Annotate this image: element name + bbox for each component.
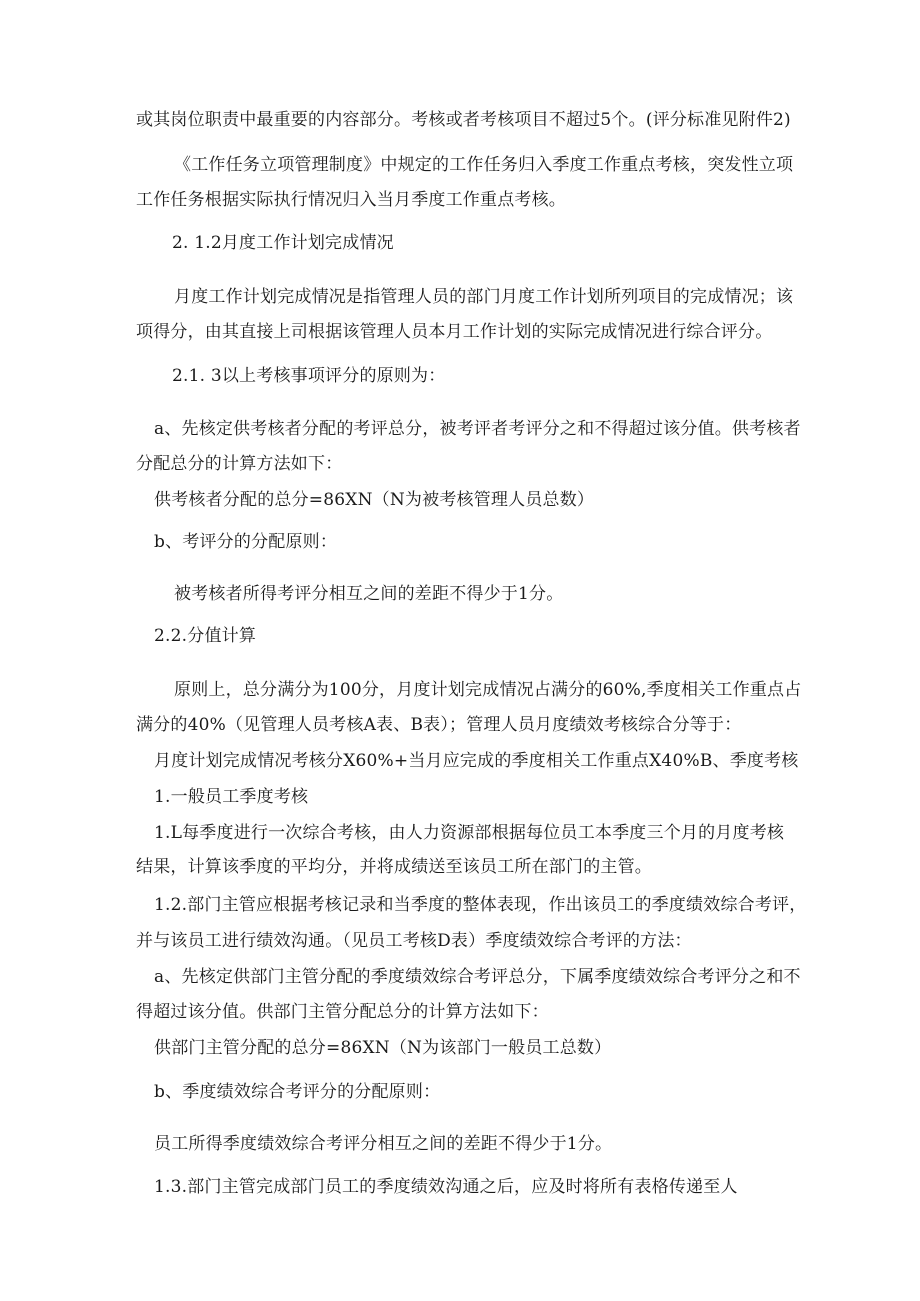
text-line: b、考评分的分配原则： — [154, 532, 338, 552]
text-line: 1.2.部门主管应根据考核记录和当季度的整体表现，作出该员工的季度绩效综合考评， — [154, 895, 807, 915]
text-line: b、季度绩效综合考评分的分配原则： — [154, 1082, 441, 1102]
text-line: 供部门主管分配的总分=86XN（N为该部门一般员工总数） — [154, 1038, 612, 1058]
text-line: 1.3.部门主管完成部门员工的季度绩效沟通之后，应及时将所有表格传递至人 — [154, 1177, 738, 1197]
text-line: 得超过该分值。供部门主管分配总分的计算方法如下： — [136, 1002, 549, 1022]
section-heading: 2. 1.2月度工作计划完成情况 — [172, 233, 394, 253]
text-line: 结果，计算该季度的平均分，并将成绩送至该员工所在部门的主管。 — [136, 857, 652, 877]
text-line: 月度计划完成情况考核分X60%+当月应完成的季度相关工作重点X40%B、季度考核 — [154, 751, 799, 771]
text-line: 并与该员工进行绩效沟通。（见员工考核D表）季度绩效综合考评的方法： — [136, 931, 692, 951]
text-line: 1.L每季度进行一次综合考核，由人力资源部根据每位员工本季度三个月的月度考核 — [154, 823, 785, 843]
text-line: 员工所得季度绩效综合考评分相互之间的差距不得少于1分。 — [154, 1134, 613, 1154]
text-line: 分配总分的计算方法如下： — [136, 454, 343, 474]
text-line: 项得分，由其直接上司根据该管理人员本月工作计划的实际完成情况进行综合评分。 — [136, 322, 773, 342]
text-line: 月度工作计划完成情况是指管理人员的部门月度工作计划所列项目的完成情况；该 — [174, 287, 794, 307]
section-heading: 1.一般员工季度考核 — [154, 787, 309, 807]
text-line: 原则上，总分满分为100分，月度计划完成情况占满分的60%,季度相关工作重点占 — [174, 680, 802, 700]
text-line: 工作任务根据实际执行情况归入当月季度工作重点考核。 — [136, 190, 566, 210]
text-line: 《工作任务立项管理制度》中规定的工作任务归入季度工作重点考核，突发性立项 — [174, 155, 794, 175]
section-heading: 2.1. 3以上考核事项评分的原则为： — [172, 366, 446, 386]
text-line: a、先核定供部门主管分配的季度绩效综合考评总分，下属季度绩效综合考评分之和不 — [154, 967, 801, 987]
text-line: 供考核者分配的总分=86XN（N为被考核管理人员总数） — [154, 490, 595, 510]
section-heading: 2.2.分值计算 — [154, 626, 257, 646]
text-line: 或其岗位职责中最重要的内容部分。考核或者考核项目不超过5个。(评分标准见附件2) — [136, 110, 791, 130]
text-line: 被考核者所得考评分相互之间的差距不得少于1分。 — [174, 584, 564, 604]
text-line: a、先核定供考核者分配的考评总分，被考评者考评分之和不得超过该分值。供考核者 — [154, 419, 801, 439]
text-line: 满分的40%（见管理人员考核A表、B表）；管理人员月度绩效考核综合分等于： — [136, 715, 742, 735]
